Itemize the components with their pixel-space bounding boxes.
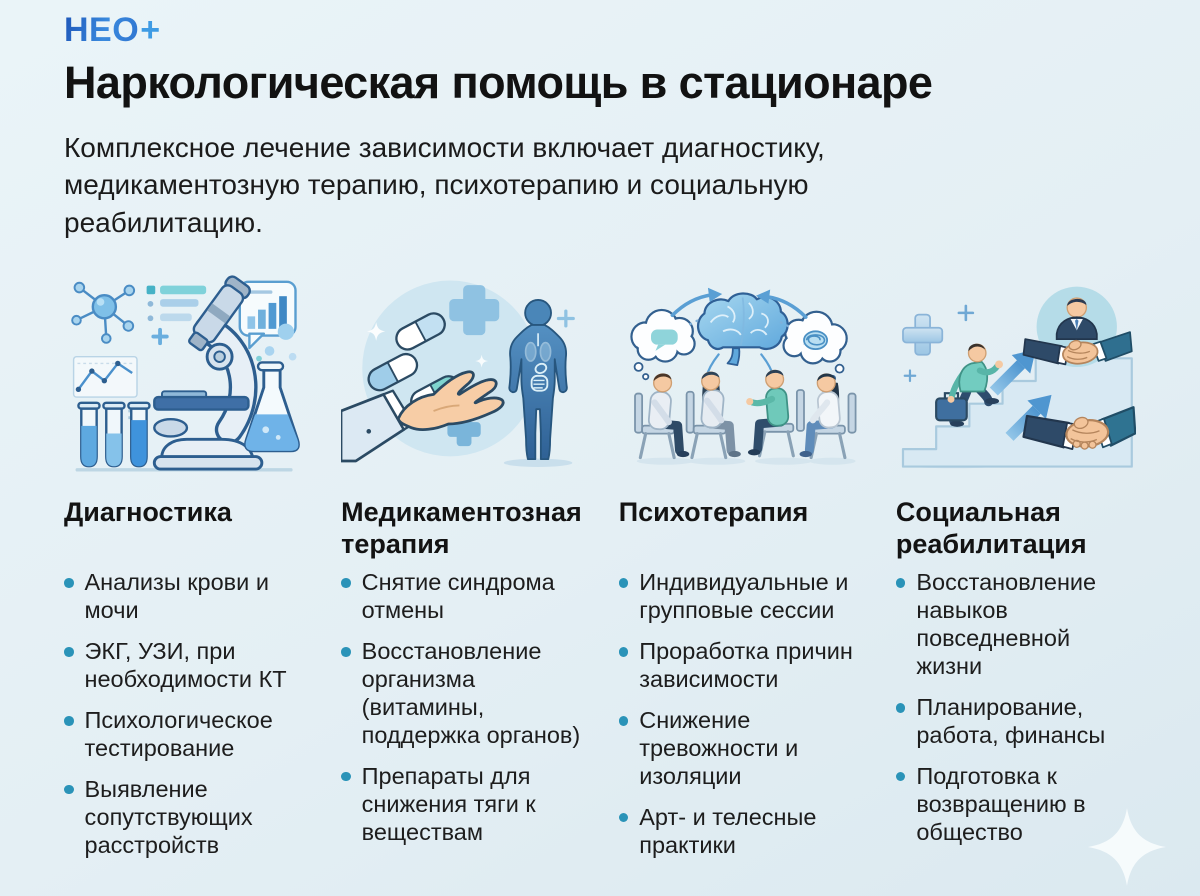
list-item (619, 569, 859, 625)
seated-person (686, 372, 740, 458)
seated-person-speaker (746, 370, 804, 456)
plus-icon (153, 330, 166, 343)
column-heading: Психотерапия (618, 497, 809, 528)
lab-diagnostics-illustration (64, 261, 304, 487)
column-psychotherapy (619, 261, 859, 873)
bullet-list (896, 569, 1136, 847)
stairs-growth-handshake-illustration (896, 261, 1136, 487)
list-item-text: Восстановление навыков повседневной жизни (916, 569, 1097, 680)
bullet-list (341, 569, 582, 847)
list-item (341, 569, 582, 625)
list-item-text: Снятие синдрома отмены (361, 569, 555, 624)
list-item-text: Снижение тревожности и изоляции (639, 707, 799, 789)
test-tubes-icon (78, 403, 149, 466)
list-item-text: Выявление сопутствующих расстройств (84, 775, 253, 858)
molecule-icon (72, 283, 134, 343)
list-item (619, 707, 859, 791)
list-item-text: ЭКГ, УЗИ, при необходимости КТ (84, 638, 287, 693)
bullet-dot-icon (896, 772, 906, 782)
logo-plus-icon: + (140, 11, 161, 49)
list-item-text: Препараты для снижения тяги к веществам (361, 762, 536, 845)
logo-text: НЕО (64, 11, 140, 49)
list-item (341, 763, 582, 847)
list-item-text: Планирование, работа, финансы (916, 694, 1106, 748)
bullet-dot-icon (619, 813, 629, 823)
plus-icon (959, 306, 973, 320)
list-item (896, 569, 1136, 681)
medical-cross-icon (903, 315, 942, 355)
list-item (64, 638, 304, 694)
bullet-dot-icon (896, 578, 906, 588)
thought-bubble-icon (631, 310, 694, 379)
list-item (896, 694, 1136, 750)
seated-person (799, 374, 855, 458)
bullet-list (64, 569, 304, 860)
bullet-dot-icon (341, 647, 351, 657)
bullet-dot-icon (64, 578, 74, 588)
social-rehab-illustration-icon (896, 261, 1136, 487)
checklist-icon (147, 286, 207, 322)
list-item (619, 638, 859, 694)
column-heading: Диагностика (64, 497, 232, 528)
list-item-text: Проработка причин зависимости (639, 638, 853, 693)
list-item (64, 776, 304, 860)
bullet-dot-icon (64, 647, 74, 657)
column-medication-therapy (341, 261, 582, 873)
list-item-text: Анализы крови и мочи (84, 569, 269, 624)
list-item (619, 804, 859, 860)
bullet-dot-icon (619, 647, 629, 657)
bullet-dot-icon (64, 785, 74, 795)
bullet-dot-icon (64, 716, 74, 726)
bullet-dot-icon (619, 578, 629, 588)
list-item (64, 569, 304, 625)
hand-pills-body-illustration (341, 261, 582, 487)
brain-icon (698, 294, 788, 366)
plus-icon (905, 371, 915, 381)
psychotherapy-illustration-icon (619, 261, 859, 487)
list-item-text: Восстановление организма (витамины, поддержка органов) (361, 638, 581, 748)
brand-logo (64, 12, 1136, 49)
ground-shadow (637, 458, 856, 465)
column-social-rehabilitation (896, 261, 1136, 873)
list-item (341, 638, 582, 750)
bullet-dot-icon (341, 772, 351, 782)
group-therapy-brain-illustration (619, 261, 859, 487)
column-heading: Социальная реабилитация (895, 497, 1087, 559)
handshake-partner-icon (1023, 287, 1131, 367)
list-item-text: Подготовка к возвращению в общество (916, 762, 1086, 845)
bullet-list (619, 569, 859, 860)
seated-person (635, 374, 689, 458)
bullet-dot-icon (619, 716, 629, 726)
list-item-text: Индивидуальные и групповые сессии (639, 569, 849, 624)
list-item-text: Арт- и телесные практики (639, 803, 817, 858)
sparkle-star-icon (1088, 808, 1166, 886)
page-title: Наркологическая помощь в стационаре (64, 57, 933, 109)
column-diagnostics (64, 261, 304, 873)
page-subtitle: Комплексное лечение зависимости включает диагностику, медикаментозную терапию, психотерапию и социальную реабилитацию. (64, 131, 825, 238)
bullet-dot-icon (341, 578, 351, 588)
plus-icon (559, 311, 574, 326)
list-item (64, 707, 304, 763)
list-item-text: Психологическое тестирование (84, 707, 273, 761)
medication-illustration-icon (341, 261, 582, 487)
column-heading: Медикаментозная терапия (341, 497, 582, 559)
columns-grid (64, 261, 1136, 873)
thought-bubble-icon (783, 312, 846, 381)
lab-illustration-icon (64, 261, 304, 487)
bullet-dot-icon (896, 703, 906, 713)
